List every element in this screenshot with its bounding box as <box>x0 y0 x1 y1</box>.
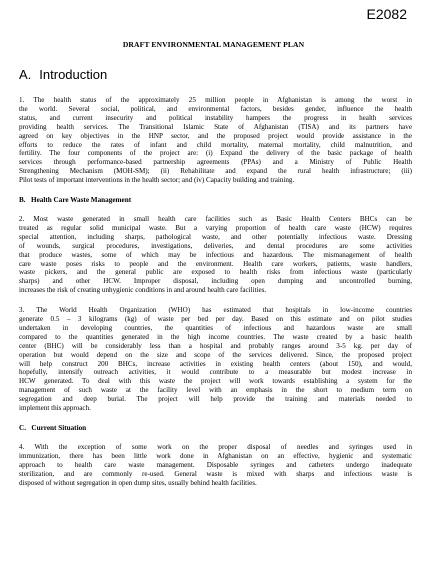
paragraph-line: the world. Several social, political, and environmental factors, besides gender, influence the health <box>19 104 412 113</box>
paragraph-line: sharps) and other HCW. Improper disposal, including open dumping and uncontrolled burning, <box>19 277 412 286</box>
document-body <box>19 96 412 498</box>
paragraph-line: Pilot tests of important interventions in the health sector; and (iv) Capacity building and training. <box>19 176 295 185</box>
paragraph-line: segregation and deep burial. The project will help provide the training and materials needed to <box>19 395 412 404</box>
paragraph-line: agreed on key objectives in the HNP sector, and the proposed project would provide assistance in the <box>19 131 412 140</box>
paragraph-4 <box>19 443 412 488</box>
section-c-heading <box>19 424 412 433</box>
paragraph-line: 1. The health status of the approximately 25 million people in Afghanistan is among the worst in <box>19 96 412 104</box>
paragraph-line: fertility. The four components of the project are: (i) Expand the delivery of the basic package of health <box>19 149 412 158</box>
paragraph-line: that produce wastes, some of which may be infectious and hazardous. The mismanagement of health <box>19 250 412 259</box>
paragraph-line: management of such waste at the facility level with an emphasis in the short to medium term on <box>19 386 412 395</box>
paragraph-line: approach to health care waste management. Disposable syringes and catheters undergo inadequate <box>19 460 412 469</box>
paragraph-line: center (BHC) will be considerably less than a hospital and probably ranges around 3-5 kg. per day of <box>19 341 412 350</box>
section-a-title: Introduction <box>39 67 108 82</box>
section-b-letter: B. <box>19 196 26 205</box>
document-id: E2082 <box>366 6 407 22</box>
paragraph-line: increases the risk of creating unhygienic conditions in and around health care facilities. <box>19 286 267 295</box>
paragraph-line: will help construct 200 BHCs, increase activities in existing health centers (about 150), and would, <box>19 359 412 368</box>
paragraph-line: sterilization, and are commonly re-used. General waste is mixed with sharps and infectious waste is <box>19 469 412 478</box>
section-a-letter: A. <box>19 67 32 82</box>
paragraph-line: immunization, there has been little work done in Afghanistan on an effective, hygienic and systematic <box>19 451 412 460</box>
plan-title: DRAFT ENVIRONMENTAL MANAGEMENT PLAN <box>122 40 305 49</box>
paragraph-line: 2. Most waste generated in small health care facilities such as Basic Health Centers BHCs can be <box>19 214 412 223</box>
paragraph-line: 4. With the exception of some work on the proper disposal of needles and syringes used in <box>19 442 412 451</box>
paragraph-line: compared to the quantities generated in the high income countries. The waste created by a basic health <box>19 332 412 341</box>
paragraph-line: providing health services. The Transitional Islamic State of Afghanistan (TISA) and its partners have <box>19 122 412 131</box>
paragraph-line: status, and current insecurity and political instability hampers the progress in health services <box>19 113 412 122</box>
section-c-letter: C. <box>19 424 26 432</box>
section-c-title: Current Situation <box>31 424 87 432</box>
paragraph-line: treated as regular solid municipal waste. But a varying proportion of health care waste (HCW) requires <box>19 223 412 232</box>
paragraph-3 <box>19 306 412 413</box>
paragraph-line: operation but would depend on the size and scope of the services delivered. Since, the proposed project <box>19 350 412 359</box>
paragraph-line: implement this approach. <box>19 404 91 413</box>
paragraph-line: efforts to reduce the rates of infant and child mortality, maternal mortality, child malnutrition, and <box>19 140 412 149</box>
paragraph-line: care waste poses risks to people and the environment. Health care workers, patients, waste handlers, <box>19 259 412 268</box>
section-b-heading <box>19 196 412 205</box>
paragraph-line: HCW generated. To deal with this waste the project will work towards establishing a system for the <box>19 377 412 386</box>
paragraph-line: generate 0.5 – 3 kilograms (kg) of waste per bed per day. Based on this estimate and on pilot studies <box>19 315 412 324</box>
paragraph-line: special attention, including sharps, pathological waste, and other potentially infectious waste. Dressing <box>19 232 412 241</box>
paragraph-2 <box>19 215 412 295</box>
paragraph-line: undertaken in developing countries, the quantities of infectious and hazardous waste are small <box>19 323 412 332</box>
paragraph-line: services through performance-based partnership agreements (PPAs) and a Ministry of Public Health <box>19 158 412 167</box>
paragraph-line: 3. The World Health Organization (WHO) has estimated that hospitals in low-income countries <box>19 306 412 315</box>
paragraph-line: disposed of without segregation in open dump sites, usually behind health facilities. <box>19 478 257 487</box>
paragraph-1 <box>19 96 412 185</box>
paragraph-line: of wounds, surgical procedures, investigations, deliveries, and dental procedures are some activities <box>19 241 412 250</box>
paragraph-line: waste pickers, and the general public are exposed to health risks from infectious waste (particularly <box>19 268 412 277</box>
paragraph-line: hopefully, intensify outreach activities, it would contribute to a measurable but modest increase in <box>19 368 412 377</box>
section-b-title: Health Care Waste Management <box>30 196 132 205</box>
paragraph-line: Strengthening Mechanism (MOH-SM); (ii) Rehabilitate and expand the rural health infrastructure; (iii) <box>19 167 412 176</box>
section-a-heading <box>19 67 107 82</box>
